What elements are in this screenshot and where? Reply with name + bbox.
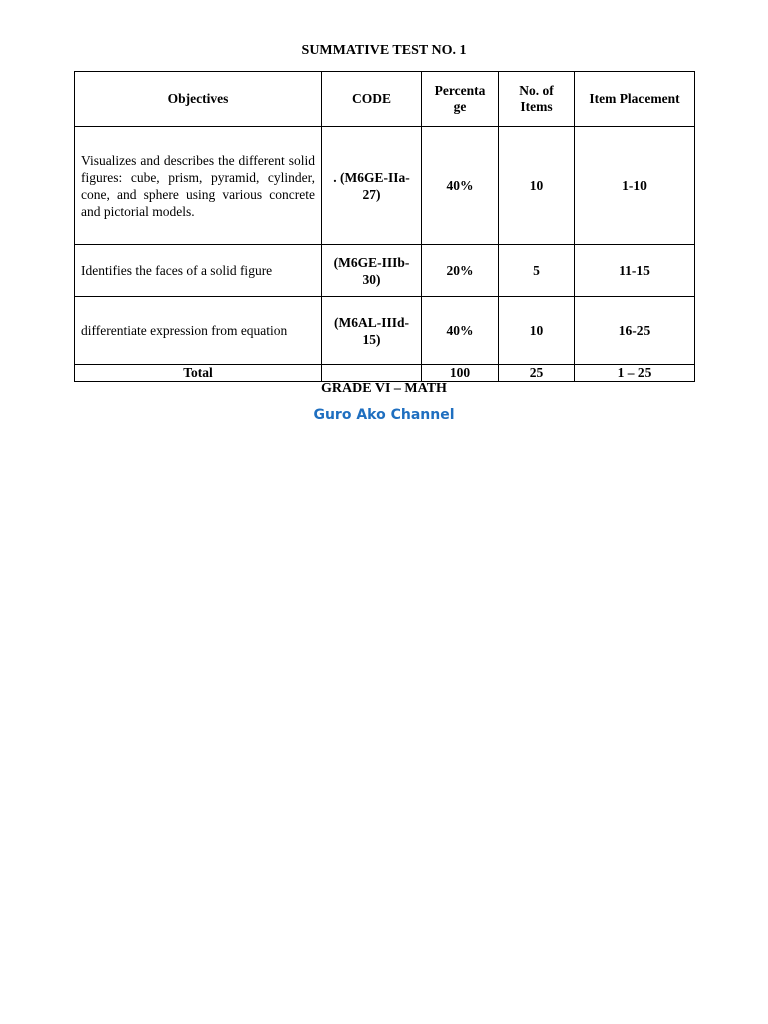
percentage-cell: 20% — [422, 245, 499, 297]
header-objectives: Objectives — [75, 72, 322, 127]
total-placement: 1 – 25 — [575, 365, 695, 382]
placement-cell: 11-15 — [575, 245, 695, 297]
grade-subject: GRADE VI – MATH — [321, 381, 447, 396]
percentage-cell: 40% — [422, 127, 499, 245]
code-cell: . (M6GE-IIa-27) — [322, 127, 422, 245]
table-row — [75, 127, 695, 245]
total-row — [75, 365, 695, 382]
table-row — [75, 297, 695, 365]
total-items: 25 — [499, 365, 575, 382]
objective-cell: Identifies the faces of a solid figure — [75, 245, 322, 297]
items-cell: 10 — [499, 127, 575, 245]
items-cell: 10 — [499, 297, 575, 365]
table-row — [75, 245, 695, 297]
percentage-cell: 40% — [422, 297, 499, 365]
placement-cell: 16-25 — [575, 297, 695, 365]
total-label: Total — [75, 365, 322, 382]
header-placement: Item Placement — [575, 72, 695, 127]
table-header-row — [75, 72, 695, 127]
total-code — [322, 365, 422, 382]
document-title: SUMMATIVE TEST NO. 1 — [301, 43, 467, 58]
code-cell: (M6GE-IIIb-30) — [322, 245, 422, 297]
code-cell: (M6AL-IIId-15) — [322, 297, 422, 365]
objective-cell: differentiate expression from equation — [75, 297, 322, 365]
placement-cell: 1-10 — [575, 127, 695, 245]
table-of-specifications — [74, 71, 695, 382]
total-percentage: 100 — [422, 365, 499, 382]
header-percentage: Percenta ge — [422, 72, 499, 127]
objective-cell: Visualizes and describes the different solid figures: cube, prism, pyramid, cylinder, cone, and sphere using various concrete and pictorial models. — [75, 127, 322, 245]
header-code: CODE — [322, 72, 422, 127]
items-cell: 5 — [499, 245, 575, 297]
header-items: No. of Items — [499, 72, 575, 127]
channel-name: Guro Ako Channel — [313, 407, 455, 423]
